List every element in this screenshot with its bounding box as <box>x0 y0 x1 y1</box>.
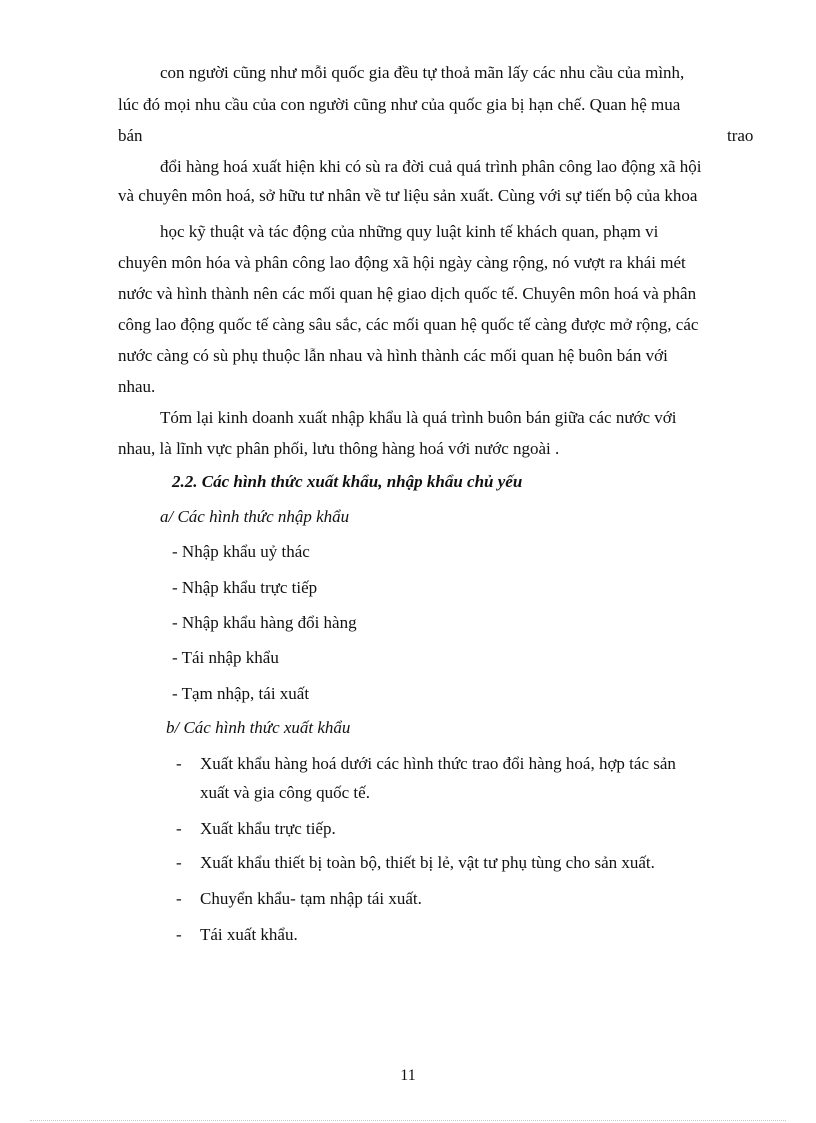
list-item: - Nhập khẩu uỷ thác <box>172 542 310 561</box>
list-item: Tái xuất khẩu. <box>200 925 298 944</box>
export-forms-title: b/ Các hình thức xuất khẩu <box>166 718 351 737</box>
section-heading: 2.2. Các hình thức xuất khẩu, nhập khẩu chủ yếu <box>172 472 523 491</box>
bullet-dash: - <box>176 889 182 908</box>
paragraph-line: nước càng có sù phụ thuộc lẫn nhau và hình thành các mối quan hệ buôn bán với <box>118 346 668 365</box>
paragraph-line: con người cũng như mỗi quốc gia đều tự thoả mãn lấy các nhu cầu của mình, <box>160 63 685 82</box>
list-item: xuất và gia công quốc tế. <box>200 783 370 802</box>
list-item: Xuất khẩu thiết bị toàn bộ, thiết bị lẻ, vật tư phụ tùng cho sản xuất. <box>200 853 655 872</box>
bullet-dash: - <box>176 754 182 773</box>
paragraph-line: nhau. <box>118 377 156 396</box>
page-bottom-rule <box>30 1120 786 1121</box>
list-item: - Nhập khẩu trực tiếp <box>172 578 318 597</box>
list-item: - Tái nhập khẩu <box>172 648 279 667</box>
paragraph-line: đổi hàng hoá xuất hiện khi có sù ra đời cuả quá trình phân công lao động xã hội <box>160 157 702 176</box>
list-item: - Nhập khẩu hàng đổi hàng <box>172 613 357 632</box>
list-item: Xuất khẩu hàng hoá dưới các hình thức trao đổi hàng hoá, hợp tác sản <box>200 754 676 773</box>
import-forms-title: a/ Các hình thức nhập khẩu <box>160 507 350 526</box>
list-item: Xuất khẩu trực tiếp. <box>200 819 336 838</box>
page-number: 11 <box>400 1067 416 1084</box>
paragraph-line: Tóm lại kinh doanh xuất nhập khẩu là quá trình buôn bán giữa các nước với <box>160 408 677 427</box>
paragraph-line: trao <box>727 126 754 145</box>
paragraph-line: công lao động quốc tế càng sâu sắc, các mối quan hệ quốc tế càng được mở rộng, các <box>118 315 699 334</box>
list-item: - Tạm nhập, tái xuất <box>172 684 310 703</box>
bullet-dash: - <box>176 853 182 872</box>
paragraph-line: lúc đó mọi nhu cầu của con người cũng như của quốc gia bị hạn chế. Quan hệ mua <box>118 95 681 114</box>
list-item: Chuyển khẩu- tạm nhập tái xuất. <box>200 889 422 908</box>
paragraph-line: nước và hình thành nên các mối quan hệ giao dịch quốc tế. Chuyên môn hoá và phân <box>118 284 697 303</box>
bullet-dash: - <box>176 819 182 838</box>
paragraph-line: nhau, là lĩnh vực phân phối, lưu thông hàng hoá với nước ngoài . <box>118 439 560 458</box>
paragraph-line: học kỹ thuật và tác động của những quy luật kinh tế khách quan, phạm vi <box>160 222 659 241</box>
paragraph-line: bán <box>118 126 143 145</box>
paragraph-line: và chuyên môn hoá, sở hữu tư nhân về tư liệu sản xuất. Cùng với sự tiến bộ của khoa <box>118 186 698 205</box>
bullet-dash: - <box>176 925 182 944</box>
paragraph-line: chuyên môn hóa và phân công lao động xã hội ngày càng rộng, nó vượt ra khái mét <box>118 253 686 272</box>
